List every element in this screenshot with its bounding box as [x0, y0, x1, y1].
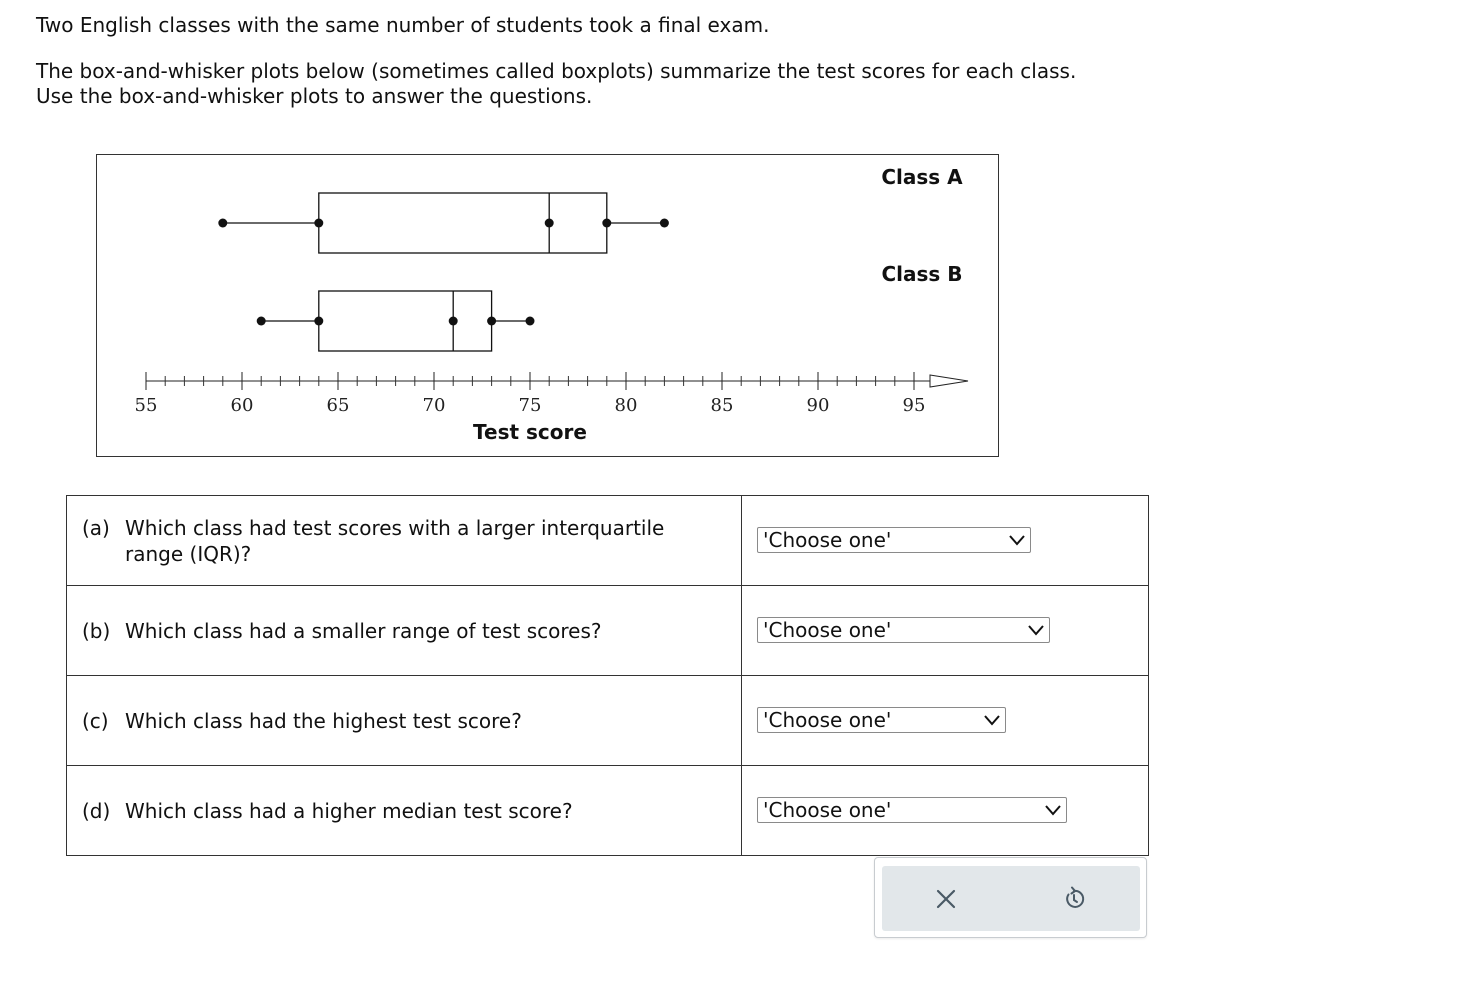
undo-button[interactable]: [1059, 884, 1089, 914]
point-q3: [487, 317, 496, 326]
x-axis-arrow: [930, 375, 968, 387]
point-max: [526, 317, 535, 326]
question-text: Which class had test scores with a larger interquartile range (IQR)?: [125, 515, 665, 566]
series-label: Class A: [881, 165, 963, 189]
question-cell: [67, 586, 742, 676]
x-axis-title: Test score: [473, 420, 587, 444]
answer-cell: [742, 766, 1149, 856]
tick-label: 70: [422, 395, 446, 416]
series-label: Class B: [881, 262, 963, 286]
chevron-down-icon: [983, 713, 1001, 727]
questions-table: [66, 495, 1149, 856]
point-max: [660, 219, 669, 228]
action-panel: [874, 857, 1147, 938]
question-label: (c): [82, 708, 109, 733]
answer-select-d[interactable]: [757, 797, 1067, 823]
question-row-a: [67, 496, 1149, 586]
intro-line-1: Two English classes with the same number of students took a final exam.: [36, 13, 770, 37]
undo-icon: [1059, 884, 1089, 914]
boxplot-svg: [97, 155, 998, 456]
action-bar: [882, 866, 1140, 931]
answer-select-b[interactable]: [757, 617, 1050, 643]
boxplot-chart: [96, 154, 999, 457]
answer-select-a[interactable]: [757, 527, 1031, 553]
intro-line-2: The box-and-whisker plots below (sometimes called boxplots) summarize the test scores for each class.: [36, 59, 1077, 83]
question-cell: [67, 496, 742, 586]
x-icon: [931, 884, 961, 914]
question-row-d: [67, 766, 1149, 856]
question-cell: [67, 766, 742, 856]
question-label: (d): [82, 798, 111, 823]
chevron-down-icon: [1027, 623, 1045, 637]
question-text: Which class had a smaller range of test scores?: [125, 618, 602, 643]
answer-cell: [742, 586, 1149, 676]
tick-label: 80: [614, 395, 638, 416]
box-iqr: [319, 291, 492, 351]
chevron-down-icon: [1008, 533, 1026, 547]
point-median: [545, 219, 554, 228]
tick-label: 85: [710, 395, 734, 416]
question-row-b: [67, 586, 1149, 676]
answer-cell: [742, 496, 1149, 586]
box-iqr: [319, 193, 607, 253]
answer-cell: [742, 676, 1149, 766]
select-value: 'Choose one': [763, 528, 892, 552]
question-text: Which class had a higher median test score?: [125, 798, 573, 823]
select-value: 'Choose one': [763, 618, 892, 642]
question-text: Which class had the highest test score?: [125, 708, 522, 733]
question-row-c: [67, 676, 1149, 766]
tick-label: 95: [902, 395, 926, 416]
tick-label: 60: [230, 395, 254, 416]
intro-line-3: Use the box-and-whisker plots to answer the questions.: [36, 84, 593, 108]
tick-label: 75: [518, 395, 542, 416]
point-min: [218, 219, 227, 228]
point-median: [449, 317, 458, 326]
point-min: [257, 317, 266, 326]
tick-label: 55: [134, 395, 158, 416]
point-q1: [314, 219, 323, 228]
answer-select-c[interactable]: [757, 707, 1006, 733]
tick-label: 90: [806, 395, 830, 416]
clear-button[interactable]: [931, 884, 961, 914]
select-value: 'Choose one': [763, 708, 892, 732]
chevron-down-icon: [1044, 803, 1062, 817]
tick-label: 65: [326, 395, 350, 416]
question-label: (a): [82, 515, 110, 540]
point-q3: [602, 219, 611, 228]
question-label: (b): [82, 618, 111, 643]
question-cell: [67, 676, 742, 766]
point-q1: [314, 317, 323, 326]
select-value: 'Choose one': [763, 798, 892, 822]
